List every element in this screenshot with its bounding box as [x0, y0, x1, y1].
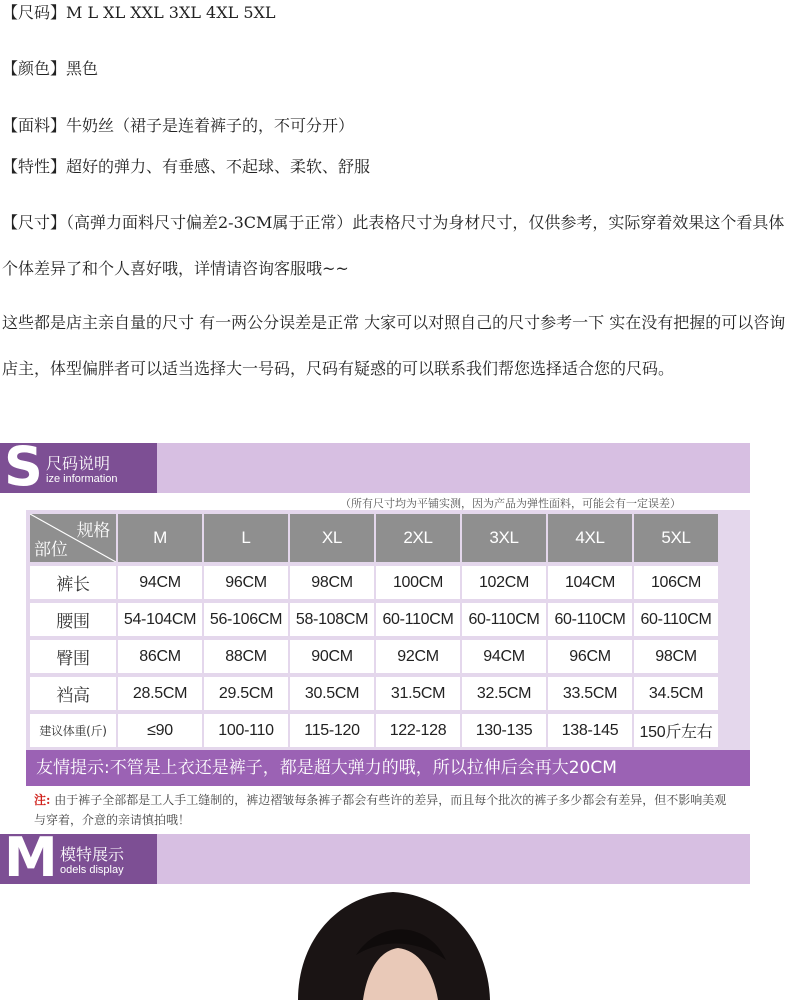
table-cell: 106CM	[634, 566, 718, 599]
feature-line: 【特性】超好的弹力、有垂感、不起球、柔软、舒服	[2, 157, 371, 176]
row-label: 建议体重(斤)	[30, 714, 116, 747]
table-cell: 58-108CM	[290, 603, 374, 636]
row-label: 腰围	[30, 603, 116, 636]
table-cell: 32.5CM	[462, 677, 546, 710]
table-cell: 115-120	[290, 714, 374, 747]
banner-subtitle: ize information	[46, 473, 118, 485]
row-label: 臀围	[30, 640, 116, 673]
table-cell: 94CM	[462, 640, 546, 673]
table-cell: 90CM	[290, 640, 374, 673]
table-cell: 138-145	[548, 714, 632, 747]
table-cell: 60-110CM	[548, 603, 632, 636]
model-photo	[268, 880, 518, 1000]
table-cell: 100-110	[204, 714, 288, 747]
table-cell: 54-104CM	[118, 603, 202, 636]
size-info-banner	[0, 435, 750, 498]
size-header: XL	[290, 514, 374, 562]
size-header: 4XL	[548, 514, 632, 562]
table-cell: 31.5CM	[376, 677, 460, 710]
table-corner-cell	[30, 514, 116, 562]
table-cell: 122-128	[376, 714, 460, 747]
table-cell: 96CM	[548, 640, 632, 673]
fabric-line: 【面料】牛奶丝（裙子是连着裤子的，不可分开）	[2, 116, 355, 135]
table-cell: 94CM	[118, 566, 202, 599]
table-cell: 88CM	[204, 640, 288, 673]
table-cell: 98CM	[290, 566, 374, 599]
footnote-text: 由于裤子全部都是工人手工缝制的，裤边褶皱每条裤子都会有些许的差异，而且每个批次的裤子多少都会有差异，但不影响美观与穿着，介意的亲请慎拍哦！	[34, 793, 727, 827]
stretch-tip-bar: 友情提示:不管是上衣还是裤子，都是超大弹力的哦，所以拉伸后会再大20CM	[26, 750, 750, 786]
table-cell: 150斤左右	[634, 714, 718, 747]
table-cell: 60-110CM	[376, 603, 460, 636]
row-label: 裆高	[30, 677, 116, 710]
table-cell: 56-106CM	[204, 603, 288, 636]
table-cell: 60-110CM	[634, 603, 718, 636]
size-header: 3XL	[462, 514, 546, 562]
table-cell: 86CM	[118, 640, 202, 673]
table-cell: 33.5CM	[548, 677, 632, 710]
color-line: 【颜色】黑色	[2, 59, 99, 78]
table-cell: 104CM	[548, 566, 632, 599]
size-header: L	[204, 514, 288, 562]
table-cell: 102CM	[462, 566, 546, 599]
size-header: 2XL	[376, 514, 460, 562]
table-cell: 96CM	[204, 566, 288, 599]
banner-title: 模特展示	[60, 845, 125, 864]
corner-spec-label: 规格	[76, 521, 110, 541]
table-measure-note: （所有尺寸均为平铺实测，因为产品为弹性面料，可能会有一定误差）	[340, 497, 681, 510]
size-header: 5XL	[634, 514, 718, 562]
model-display-banner	[0, 826, 750, 889]
footnote-label: 注:	[34, 793, 51, 807]
size-note-paragraph: 【尺寸】（高弹力面料尺寸偏差2-3CM属于正常）此表格尺寸为身材尺寸，仅供参考，实际穿着效果这个看具体个体差异了和个人喜好哦，详情请咨询客服哦~~	[2, 213, 785, 278]
table-cell: 28.5CM	[118, 677, 202, 710]
table-cell: 100CM	[376, 566, 460, 599]
table-cell: 92CM	[376, 640, 460, 673]
corner-part-label: 部位	[34, 540, 68, 560]
size-table	[26, 510, 750, 756]
footnote	[34, 790, 734, 830]
size-header: M	[118, 514, 202, 562]
banner-title: 尺码说明	[46, 454, 111, 473]
table-cell: 60-110CM	[462, 603, 546, 636]
table-cell: ≤90	[118, 714, 202, 747]
table-cell: 29.5CM	[204, 677, 288, 710]
size-list-line: 【尺码】M L XL XXL 3XL 4XL 5XL	[2, 3, 276, 22]
table-cell: 34.5CM	[634, 677, 718, 710]
table-cell: 130-135	[462, 714, 546, 747]
banner-letter: S	[4, 435, 43, 498]
row-label: 裤长	[30, 566, 116, 599]
table-cell: 30.5CM	[290, 677, 374, 710]
table-cell: 98CM	[634, 640, 718, 673]
owner-note-paragraph: 这些都是店主亲自量的尺寸 有一两公分误差是正常 大家可以对照自己的尺寸参考一下 实在没有把握的可以咨询店主，体型偏胖者可以适当选择大一号码，尺码有疑惑的可以联系我们帮您选择适合您的尺码。	[2, 313, 786, 378]
banner-letter: M	[4, 826, 58, 889]
banner-subtitle: odels display	[60, 864, 124, 876]
